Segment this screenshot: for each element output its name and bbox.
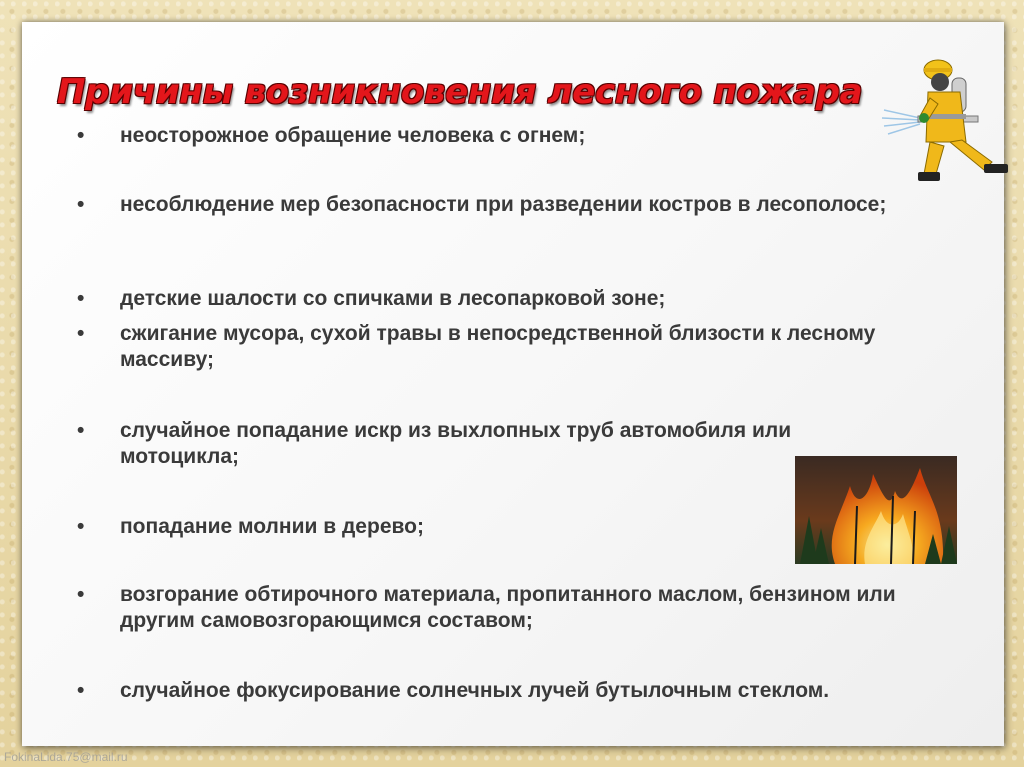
bullet: • <box>77 124 85 147</box>
slide <box>22 22 1004 746</box>
bullet: • <box>77 287 85 310</box>
bullet: • <box>77 193 85 216</box>
list-item-text: случайное попадание искр из выхлопных труб автомобиля или мотоцикла; <box>120 419 792 468</box>
list-item-text: детские шалости со спичками в лесопарковой зоне; <box>120 287 666 310</box>
slide-title: Причины возникновения лесного пожара <box>57 72 863 112</box>
list-item-text: случайное фокусирование солнечных лучей бутылочным стеклом. <box>120 679 830 702</box>
list-item-text: попадание молнии в дерево; <box>120 515 424 538</box>
list-item-text: возгорание обтирочного материала, пропитанного маслом, бензином или другим самовозгорающимся составом; <box>120 583 896 632</box>
list-item-text: сжигание мусора, сухой травы в непосредственной близости к лесному массиву; <box>120 322 876 371</box>
bullet: • <box>77 679 85 702</box>
bullet: • <box>77 515 85 538</box>
bullet: • <box>77 583 85 606</box>
list-item-text: несоблюдение мер безопасности при разведении костров в лесополосе; <box>120 193 887 216</box>
bullet: • <box>77 419 85 442</box>
bullet: • <box>77 322 85 345</box>
forest-fire-image <box>795 456 957 564</box>
watermark: FokinaLida.75@mail.ru <box>4 750 128 764</box>
list-item-text: неосторожное обращение человека с огнем; <box>120 124 586 147</box>
